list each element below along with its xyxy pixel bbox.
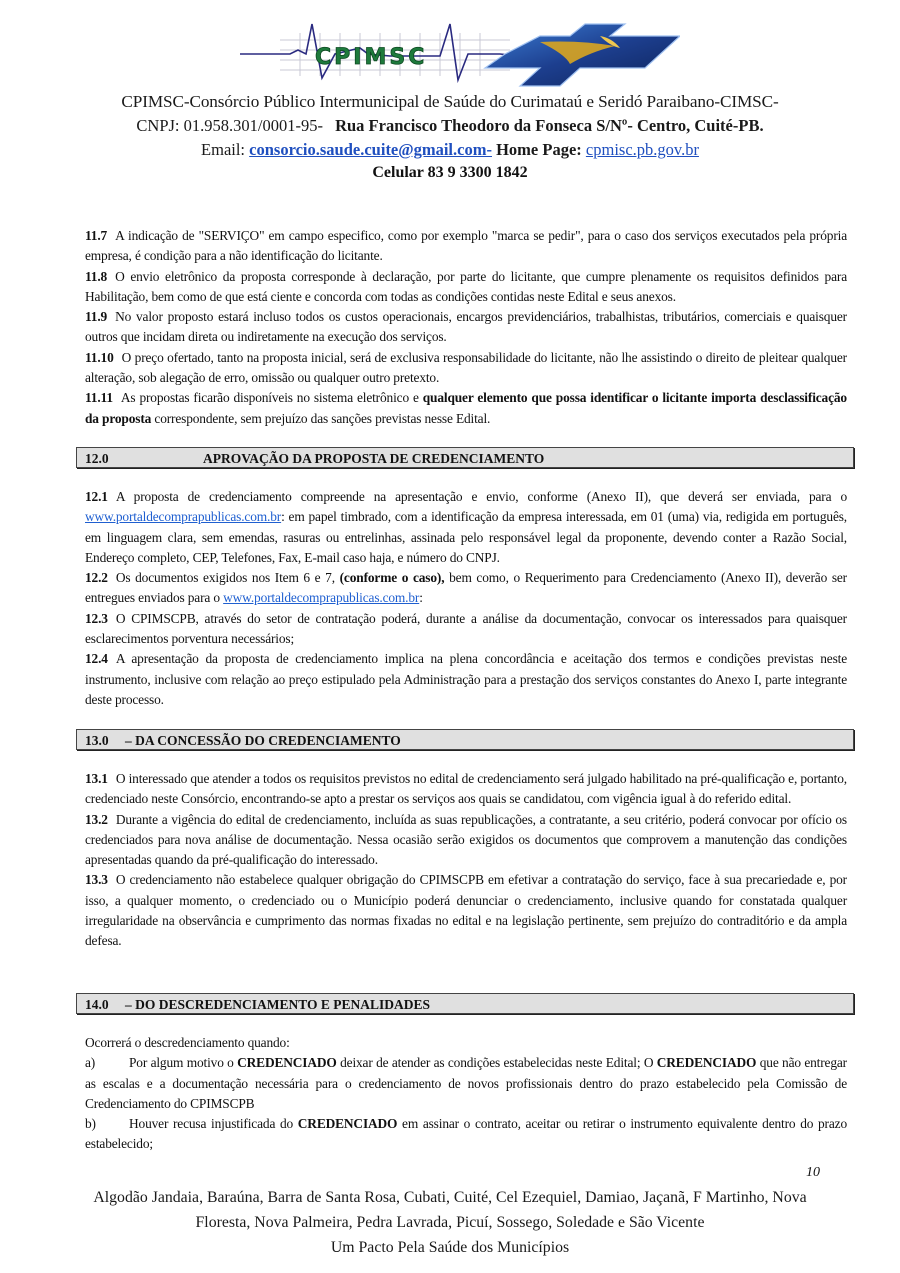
svg-text:CPIMSC: CPIMSC bbox=[315, 45, 428, 70]
section-14-items bbox=[85, 1033, 847, 1155]
portal-link[interactable]: www.portaldecomprapublicas.com.br bbox=[85, 509, 282, 525]
clause-11-11: 11.11 As propostas ficarão disponíveis no sistema eletrônico e qualquer elemento que possa identificar o licitante importa desclassificação da proposta correspondente, sem prejuízo das sanções previstas nesse Edital. bbox=[85, 390, 847, 426]
logo-graphic-icon bbox=[240, 18, 680, 90]
clause-12-4: 12.4 A apresentação da proposta de credenciamento implica na plena concordância e aceitação dos termos e condições previstas neste instrumento, inclusive com relação ao preço estipulado pela Administração para a prestação dos serviços constantes do Anexo I, parte integrante deste processo. bbox=[85, 651, 847, 707]
section-13-items bbox=[85, 769, 847, 952]
page-number: 10 bbox=[806, 1165, 820, 1180]
clause-13-2: 13.2 Durante a vigência do edital de credenciamento, incluída as suas republicações, a contratante, a seu critério, poderá convocar por ofício os credenciados para nova análise de documentação. Nessa ocasião serão exigidos os documentos que comprovem a manutenção das condições apresentadas quando da pré-qualificação do interessado. bbox=[85, 811, 847, 868]
item-a: a) Por algum motivo o CREDENCIADO deixar de atender as condições estabelecidas neste Edital; O CREDENCIADO que não entregar as escalas e a documentação necessária para o credenciamento de novos profissionais dentro do prazo estabelecido pela Comissão de Credenciamento do CPIMSCPB bbox=[85, 1055, 847, 1111]
section-title: APROVAÇÃO DA PROPOSTA DE CREDENCIAMENTO bbox=[203, 451, 545, 466]
section-11-items bbox=[85, 226, 847, 429]
section-title: – DA CONCESSÃO DO CREDENCIAMENTO bbox=[125, 733, 401, 748]
cpimsc-logo bbox=[240, 18, 680, 90]
section-header-12: 12.0 APROVAÇÃO DA PROPOSTA DE CREDENCIAMENTO bbox=[76, 447, 854, 468]
clause-11-10: 11.10 O preço ofertado, tanto na proposta inicial, será de exclusiva responsabilidade do licitante, não lhe assistindo o direito de pleitear qualquer alteração, sob alegação de erro, omissão ou qualquer outro pretexto. bbox=[85, 349, 847, 386]
item-b: b) Houver recusa injustificada do CREDENCIADO em assinar o contrato, aceitar ou retirar o instrumento equivalente dentro do prazo estabelecido; bbox=[85, 1116, 847, 1152]
footer-municipalities-line1: Algodão Jandaia, Baraúna, Barra de Santa Rosa, Cubati, Cuité, Cel Ezequiel, Damiao, Jaçanã, F Martinho, Nova bbox=[93, 1189, 807, 1206]
org-name: CPIMSC-Consórcio Público Intermunicipal de Saúde do Curimataú e Seridó Paraibano-CIMSC- bbox=[121, 92, 779, 111]
clause-11-7: 11.7 A indicação de "SERVIÇO" em campo especifico, como por exemplo "marca se pedir", para o caso dos serviços executados pela própria empresa, é condição para a não identificação do licitante. bbox=[85, 228, 847, 264]
homepage-link[interactable]: cpmisc.pb.gov.br bbox=[585, 140, 699, 159]
section-title: – DO DESCREDENCIAMENTO E PENALIDADES bbox=[125, 997, 431, 1012]
section-header-14: 14.0 – DO DESCREDENCIAMENTO E PENALIDADES bbox=[76, 993, 854, 1014]
clause-13-1: 13.1 O interessado que atender a todos os requisitos previstos no edital de credenciamento será julgado habilitado na pré-qualificação e, portanto, credenciado neste Consórcio, encontrando-se apto a prestar os serviços aos quais se candidatou, com vigência igual à do referido edital. bbox=[85, 771, 847, 807]
section-12-items bbox=[85, 487, 847, 710]
section-header-13: 13.0 – DA CONCESSÃO DO CREDENCIAMENTO bbox=[76, 729, 854, 750]
clause-11-9: 11.9 No valor proposto estará incluso todos os custos operacionais, encargos previdenciários, trabalhistas, tributários, comerciais e quaisquer outros que incidam direta ou indiretamente na execução dos serviços. bbox=[85, 309, 847, 345]
clause-12-1: 12.1 A proposta de credenciamento compreende na apresentação e envio, conforme (Anexo II), que deverá ser enviada, para o www.portaldecomprapublicas.com.br: em papel timbrado, com a identificação da empresa interessada, em 01 (uma) via, redigida em português, em linguagem clara, sem emendas, rasuras ou entrelinhas, assinada pelo responsável legal da proponente, devendo conter a Razão Social, Endereço completo, CEP, Telefones, Fax, E-mail caso haja, e número do CNPJ. bbox=[85, 489, 847, 565]
portal-link[interactable]: www.portaldecomprapublicas.com.br bbox=[223, 590, 420, 606]
footer-municipalities-line2: Floresta, Nova Palmeira, Pedra Lavrada, Picuí, Sossego, Soledade e São Vicente bbox=[195, 1214, 705, 1231]
email-link[interactable]: consorcio.saude.cuite@gmail.com- bbox=[249, 140, 492, 159]
section-14-intro: Ocorrerá o descredenciamento quando: bbox=[85, 1035, 290, 1050]
clause-12-2: 12.2 Os documentos exigidos nos Item 6 e 7, (conforme o caso), bem como, o Requerimento para Credenciamento (Anexo II), deverão ser entregues enviados para o www.portaldecomprapublicas.com.br: bbox=[85, 570, 847, 606]
address: Rua Francisco Theodoro da Fonseca S/Nº- Centro, Cuité-PB. bbox=[335, 116, 764, 135]
clause-12-3: 12.3 O CPIMSCPB, através do setor de contratação poderá, durante a análise da documentação, convocar os interessados para quaisquer esclarecimentos porventura necessários; bbox=[85, 610, 847, 647]
clause-13-3: 13.3 O credenciamento não estabelece qualquer obrigação do CPIMSCPB em efetivar a contratação do serviço, face à sua precariedade e, por isso, a qualquer momento, o credenciado ou o Município poderá denunciar o credenciamento, inclusive quando for constatada qualquer irregularidade na observância e cumprimento das normas fixadas no edital e na legislação pertinente, sem prejuízo do contraditório e da ampla defesa. bbox=[85, 872, 847, 949]
contact-line bbox=[0, 140, 900, 160]
homepage-label: Home Page: bbox=[496, 140, 582, 159]
cnpj: CNPJ: 01.958.301/0001-95- bbox=[136, 116, 323, 135]
clause-11-8: 11.8 O envio eletrônico da proposta corresponde à declaração, por parte do licitante, que cumpre plenamente os requisitos definidos para Habilitação, bem como de que está ciente e concorda com todas as condições contidas neste Edital e seus anexos. bbox=[85, 268, 847, 304]
email-label: Email: bbox=[201, 140, 246, 159]
phone: Celular 83 9 3300 1842 bbox=[372, 164, 528, 181]
footer-slogan: Um Pacto Pela Saúde dos Municípios bbox=[330, 1239, 570, 1256]
org-cnpj-address bbox=[0, 116, 900, 136]
